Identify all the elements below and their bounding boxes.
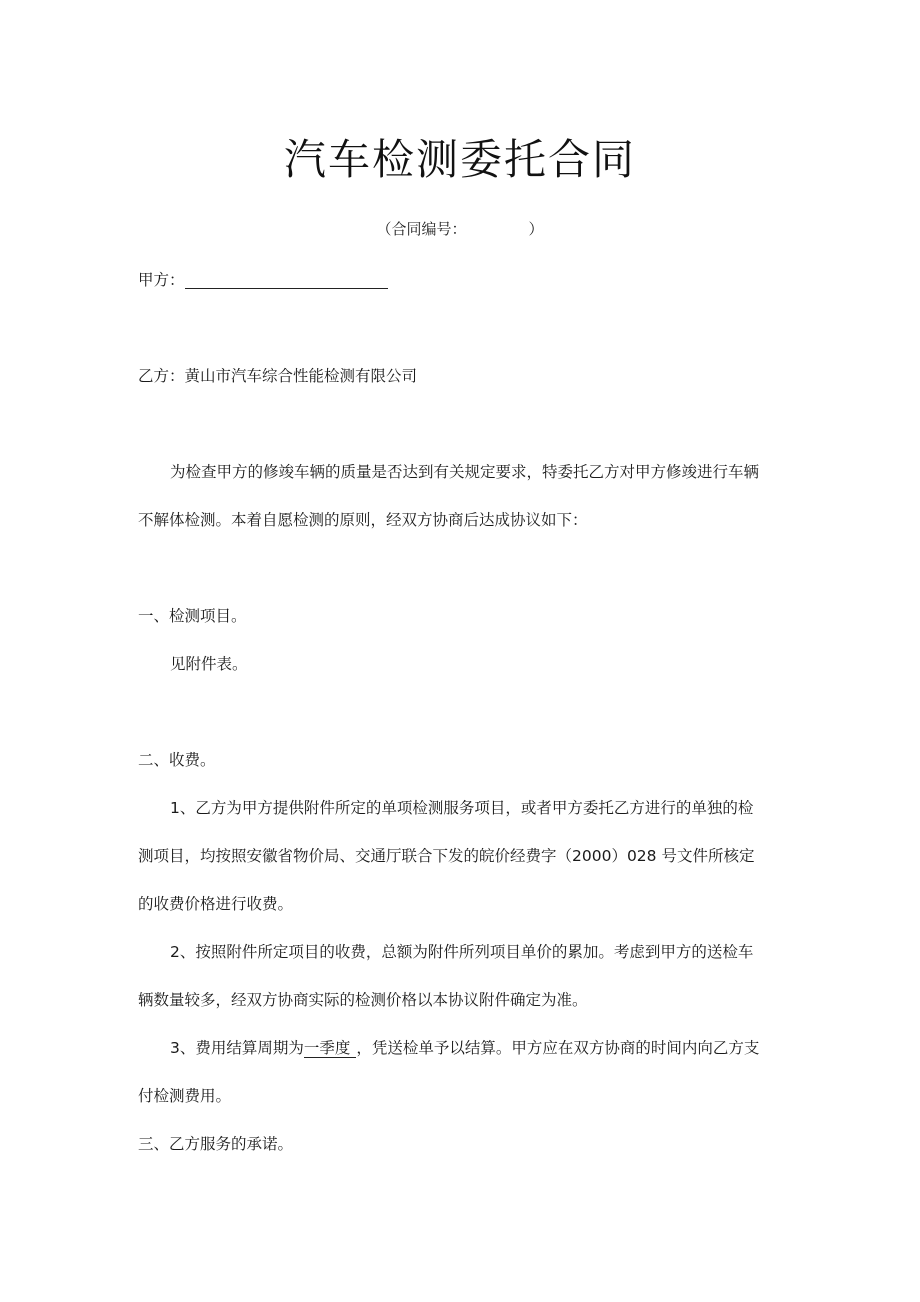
settlement-period-fill: 一季度 xyxy=(304,1039,357,1058)
section-2-heading: 二、收费。 xyxy=(138,751,216,769)
section-2-p1-line-3: 的收费价格进行收费。 xyxy=(138,895,294,913)
section-1-text: 见附件表。 xyxy=(170,655,248,673)
section-2-p2-line-1: 2、按照附件所定项目的收费，总额为附件所列项目单价的累加。考虑到甲方的送检车 xyxy=(170,943,754,961)
contract-number-label: （合同编号： xyxy=(376,220,467,238)
section-3-heading: 三、乙方服务的承诺。 xyxy=(138,1135,294,1153)
party-a-blank xyxy=(185,270,388,289)
section-2-p3-suffix: ，凭送检单予以结算。甲方应在双方协商的时间内向乙方支 xyxy=(356,1039,760,1057)
section-1-heading: 一、检测项目。 xyxy=(138,607,247,625)
section-2-p3-line-1 xyxy=(170,1036,759,1060)
section-2-p1-line-1: 1、乙方为甲方提供附件所定的单项检测服务项目，或者甲方委托乙方进行的单独的检 xyxy=(170,799,754,817)
party-b-label: 乙方： xyxy=(138,367,185,385)
contract-number-line xyxy=(0,218,920,239)
section-2-p2-line-2: 辆数量较多，经双方协商实际的检测价格以本协议附件确定为准。 xyxy=(138,991,588,1009)
section-2-p3-prefix: 3、费用结算周期为 xyxy=(170,1039,304,1057)
party-a-label: 甲方： xyxy=(138,271,185,289)
intro-line-2: 不解体检测。本着自愿检测的原则，经双方协商后达成协议如下： xyxy=(138,511,588,529)
party-b-line xyxy=(138,364,417,388)
section-2-p1-line-2: 测项目，均按照安徽省物价局、交通厅联合下发的皖价经费字（2000）028 号文件所核定 xyxy=(138,847,755,865)
party-a-line xyxy=(138,268,388,292)
intro-line-1: 为检查甲方的修竣车辆的质量是否达到有关规定要求，特委托乙方对甲方修竣进行车辆 xyxy=(170,463,760,481)
party-b-name: 黄山市汽车综合性能检测有限公司 xyxy=(184,367,418,385)
contract-title: 汽车检测委托合同 xyxy=(283,135,636,184)
contract-number-close: ） xyxy=(528,220,544,238)
section-2-p3-line-2: 付检测费用。 xyxy=(138,1087,232,1105)
